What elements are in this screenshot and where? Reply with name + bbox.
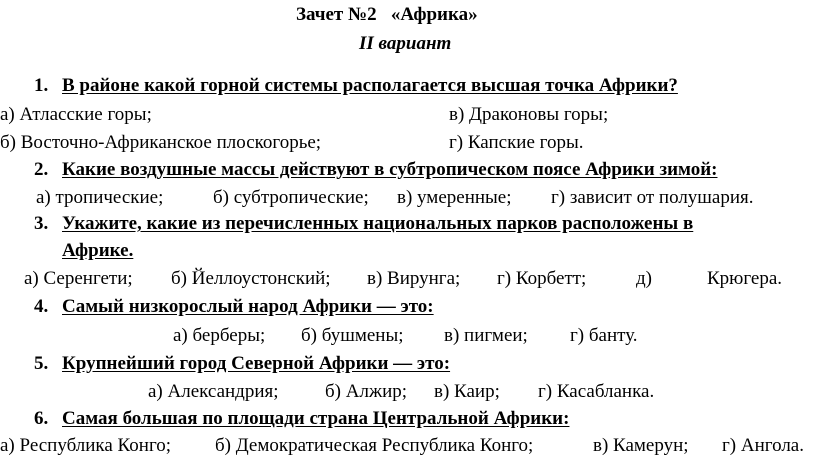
question-number: 4.	[34, 296, 49, 317]
answer-option: б) бушмены;	[301, 325, 404, 346]
variant-subtitle: II вариант	[359, 33, 452, 54]
answer-option: в) пигмеи;	[444, 325, 528, 346]
answer-option: б) Восточно-Африканское плоскогорье;	[0, 132, 322, 153]
question-text: Самый низкорослый народ Африки — это:	[62, 296, 434, 317]
answer-option: г) Касабланка.	[538, 381, 655, 402]
answer-option: б) Йеллоустонский;	[171, 268, 331, 289]
answer-option: г) банту.	[570, 325, 638, 346]
answer-option: Крюгера.	[707, 268, 783, 289]
answer-option: в) Камерун;	[593, 435, 689, 456]
question-number: 6.	[34, 408, 49, 429]
answer-option: г) зависит от полушария.	[551, 187, 754, 208]
question-number: 3.	[34, 213, 49, 234]
question-number: 5.	[34, 353, 49, 374]
question-text: Какие воздушные массы действуют в субтропическом поясе Африки зимой:	[62, 159, 718, 180]
answer-option: в) Вирунга;	[367, 268, 461, 289]
question-number: 1.	[34, 75, 49, 96]
question-text-line-2: Африке.	[62, 240, 134, 261]
question-number: 2.	[34, 159, 49, 180]
answer-option: а) Серенгети;	[24, 268, 133, 289]
answer-option: а) Республика Конго;	[0, 435, 172, 456]
question-text: Самая большая по площади страна Центральной Африки:	[62, 408, 570, 429]
answer-option: б) субтропические;	[213, 187, 369, 208]
answer-option: в) умеренные;	[397, 187, 512, 208]
answer-option: а) берберы;	[173, 325, 266, 346]
answer-option: а) тропические;	[36, 187, 164, 208]
question-text: В районе какой горной системы располагается высшая точка Африки?	[62, 75, 678, 96]
answer-option: г) Капские горы.	[449, 132, 584, 153]
question-text: Крупнейший город Северной Африки — это:	[62, 353, 451, 374]
question-text-line-1: Укажите, какие из перечисленных национальных парков расположены в	[62, 213, 694, 234]
answer-option: д)	[636, 268, 652, 289]
answer-option: а) Атласские горы;	[0, 104, 152, 125]
answer-option: г) Корбетт;	[497, 268, 587, 289]
answer-option: г) Ангола.	[722, 435, 804, 456]
answer-option: б) Демократическая Республика Конго;	[215, 435, 534, 456]
answer-option: в) Каир;	[434, 381, 500, 402]
answer-option: в) Драконовы горы;	[449, 104, 609, 125]
answer-option: б) Алжир;	[325, 381, 408, 402]
answer-option: а) Александрия;	[148, 381, 279, 402]
page-title: Зачет №2 «Африка»	[296, 4, 478, 25]
